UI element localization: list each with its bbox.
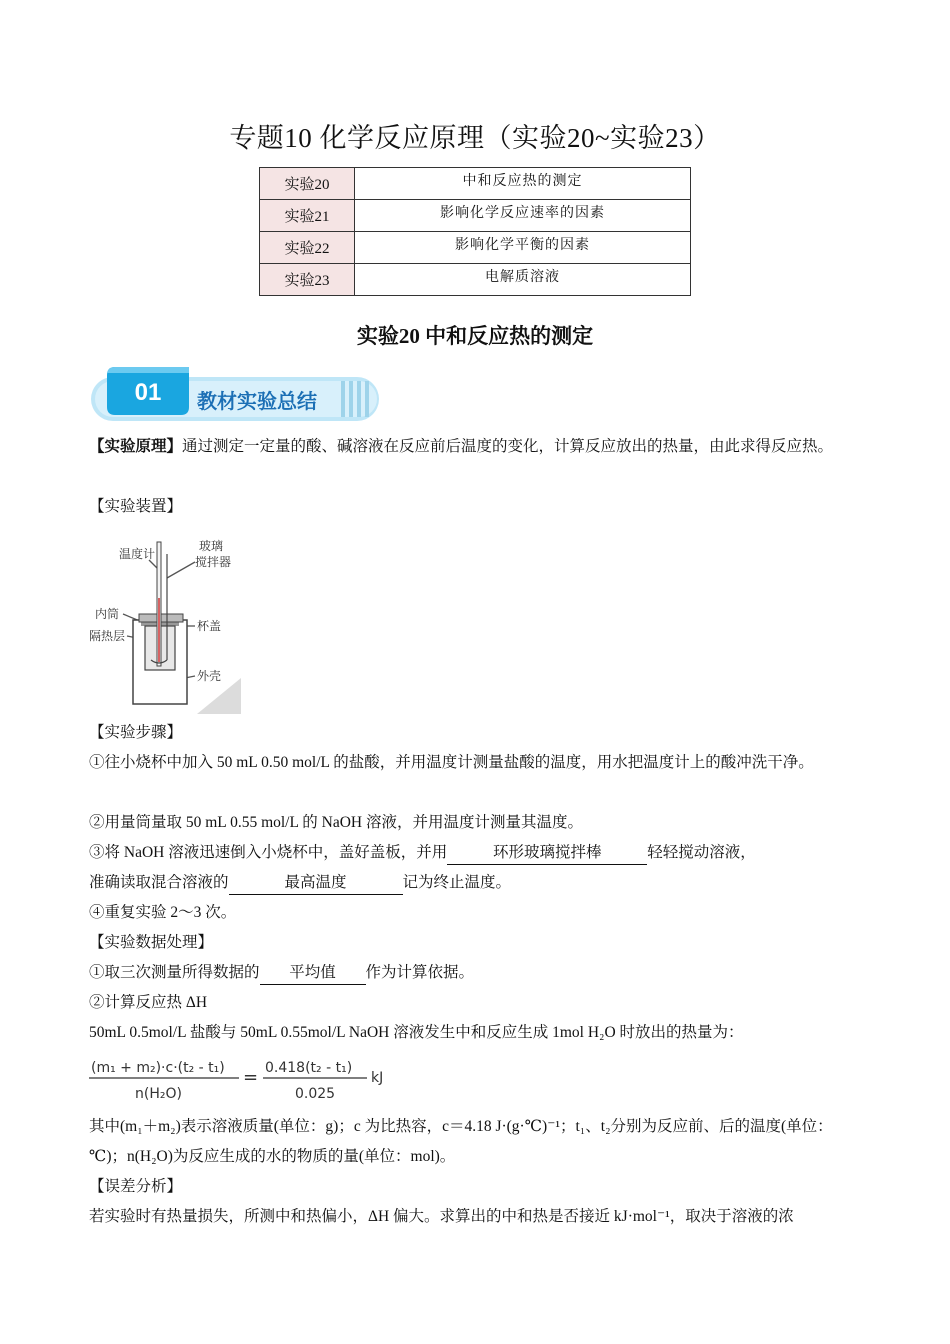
thermometer-label: 温度计: [119, 547, 156, 561]
data-heading: 【实验数据处理】: [89, 934, 214, 951]
formula-numerator-2: 0.418(t₂ - t₁): [265, 1060, 353, 1076]
exp-cell: 实验20: [260, 168, 355, 200]
step-1: ①往小烧杯中加入 50 mL 0.50 mol/L 的盐酸，并用温度计测量盐酸的温度，用水把温度计上的酸冲洗干净。: [89, 754, 814, 771]
error-heading: 【误差分析】: [89, 1178, 183, 1195]
formula-denominator-2: 0.025: [295, 1086, 336, 1102]
principle-heading: 【实验原理】: [89, 438, 183, 455]
step-3-text-b: 轻轻搅动溶液，: [647, 844, 756, 861]
data-1-text: ①取三次测量所得数据的: [89, 964, 260, 981]
topic-cell: 中和反应热的测定: [355, 168, 691, 200]
banner-label: 教材实验总结: [197, 389, 317, 413]
insulation-label: 隔热层: [89, 629, 126, 643]
page-title: 专题10 化学反应原理（实验20~实验23）: [229, 123, 721, 153]
step-3-text: ③将 NaOH 溶液迅速倒入小烧杯中，盖好盖板，并用: [89, 844, 448, 861]
step-4: ④重复实验 2～3 次。: [89, 904, 237, 921]
section-title: 实验20 中和反应热的测定: [356, 324, 594, 348]
heat-formula: [89, 1052, 409, 1104]
answer-blank: 环形玻璃搅拌棒: [447, 842, 647, 865]
stirrer-label: 玻璃: [199, 539, 224, 553]
step-3-cont: [89, 868, 869, 898]
contents-table: [259, 167, 691, 296]
exp-cell: 实验21: [260, 200, 355, 232]
table-row: [260, 232, 691, 264]
data-2: ②计算反应热 ΔH: [89, 994, 208, 1011]
formula-equals: =: [243, 1067, 259, 1088]
data-1: [89, 958, 869, 988]
step-3: [89, 838, 869, 868]
formula-unit: kJ: [371, 1070, 384, 1086]
step-3-text-d: 记为终止温度。: [402, 874, 512, 891]
topic-cell: 电解质溶液: [355, 264, 691, 296]
principle-text: 通过测定一定量的酸、碱溶液在反应前后温度的变化，计算反应放出的热量，由此求得反应热。: [182, 438, 834, 455]
exp-cell: 实验23: [260, 264, 355, 296]
section-banner: [89, 363, 381, 425]
table-row: [260, 200, 691, 232]
inner-cup-label: 内筒: [95, 607, 120, 621]
formula-denominator: n(H₂O): [135, 1086, 182, 1102]
answer-blank: 最高温度: [229, 872, 403, 895]
formula-numerator: (m₁ + m₂)·c·(t₂ - t₁): [91, 1060, 225, 1076]
data-1-text-b: 作为计算依据。: [365, 964, 475, 981]
apparatus-heading: 【实验装置】: [89, 498, 183, 515]
step-3-text-c: 准确读取混合溶液的: [89, 874, 229, 891]
topic-cell: 影响化学反应速率的因素: [355, 200, 691, 232]
step-2: ②用量筒量取 50 mL 0.55 mol/L 的 NaOH 溶液，并用温度计测量其温度。: [89, 814, 583, 831]
stirrer-label-2: 搅拌器: [195, 555, 232, 569]
banner-number: 01: [134, 379, 162, 406]
data-4: 其中(m₁＋m₂)表示溶液质量(单位：g)；c 为比热容，c＝4.18 J·(g·℃)⁻¹；t₁、t₂分别为反应前、后的温度(单位：℃)；n(H₂O)为反应生成的水的物质的量(单位：mol)。: [89, 1118, 833, 1165]
exp-cell: 实验22: [260, 232, 355, 264]
table-row: [260, 168, 691, 200]
steps-heading: 【实验步骤】: [89, 724, 183, 741]
lid-label: 杯盖: [197, 619, 222, 633]
topic-cell: 影响化学平衡的因素: [355, 232, 691, 264]
table-row: [260, 264, 691, 296]
answer-blank: 平均值: [260, 962, 366, 985]
error-text: 若实验时有热量损失，所测中和热偏小，ΔH 偏大。求算出的中和热是否接近 kJ·mol⁻¹，取决于溶液的浓: [89, 1208, 794, 1225]
data-3: 50mL 0.5mol/L 盐酸与 50mL 0.55mol/L NaOH 溶液发生中和反应生成 1mol H₂O 时放出的热量为：: [89, 1024, 744, 1041]
calorimeter-diagram: [89, 528, 241, 714]
shell-label: 外壳: [197, 669, 222, 683]
principle-paragraph: [89, 432, 869, 462]
